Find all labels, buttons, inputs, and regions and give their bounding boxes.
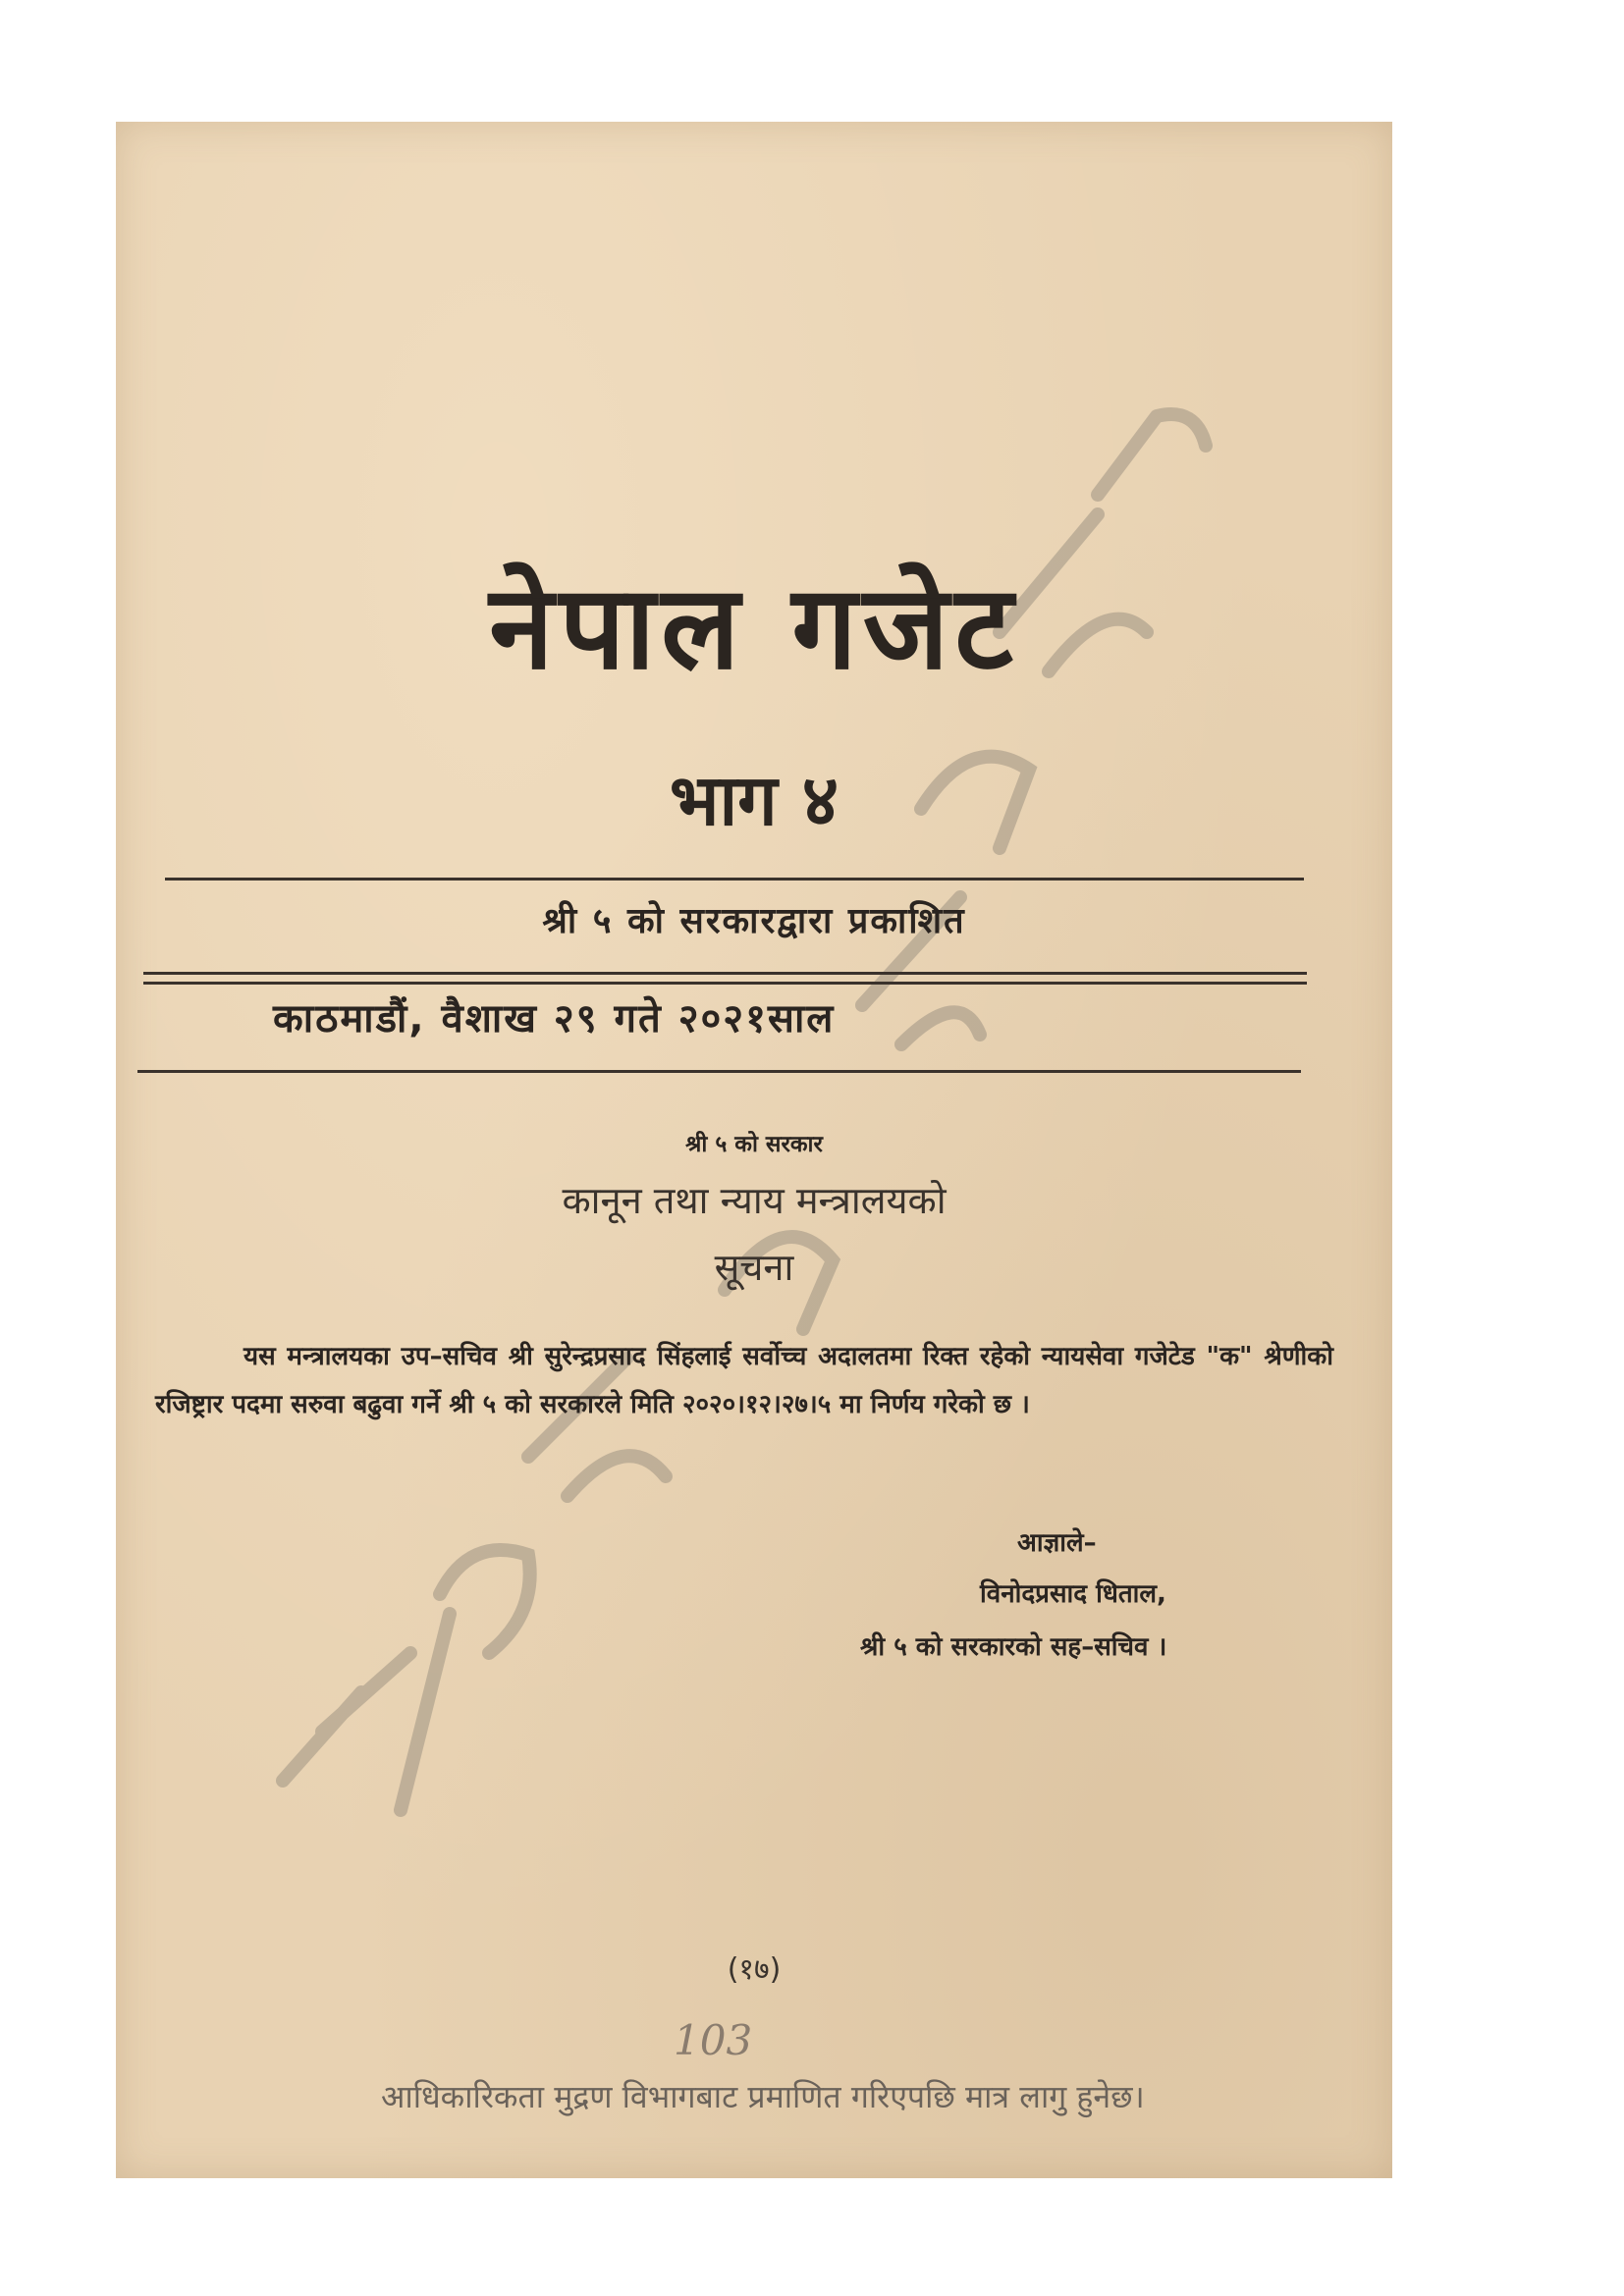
notice-body: यस मन्त्रालयका उप–सचिव श्री सुरेन्द्रप्रसाद सिंहलाई सर्वोच्च अदालतमा रिक्त रहेको न्यायसेवा गजेटेड "क" श्रेणीको रजिष्ट्रार पदमा सरुवा बढुवा गर्ने श्री ५ को सरकारले मिति २०२०।१२।२७।५ मा निर्णय गरेको छ । [155, 1342, 1333, 1419]
signatory-name: विनोदप्रसाद धिताल, [980, 1579, 1166, 1609]
page-number: (१७) [727, 1952, 782, 1987]
gazette-page [116, 122, 1392, 2178]
dateline: काठमाडौं, वैशाख २९ गते २०२१साल [273, 996, 836, 1041]
rule-double-2 [143, 982, 1307, 985]
rule-top [165, 878, 1304, 881]
signatory-designation: श्री ५ को सरकारको सह–सचिव । [860, 1632, 1167, 1662]
rule-double-1 [143, 972, 1307, 975]
gazette-part: भाग ४ [669, 759, 839, 841]
ministry-name: कानून तथा न्याय मन्त्रालयको [562, 1179, 947, 1222]
gazette-title: नेपाल गजेट [489, 560, 1019, 695]
signature-order-line: आज्ञाले– [1017, 1528, 1097, 1558]
government-label: श्री ५ को सरकार [685, 1132, 823, 1157]
rule-bottom [137, 1070, 1301, 1073]
notice-heading: सूचना [714, 1246, 794, 1289]
publisher-line: श्री ५ को सरकारद्वारा प्रकाशित [542, 901, 966, 941]
handwritten-number: 103 [674, 2016, 753, 2064]
authenticity-footer: आधिकारिकता मुद्रण विभागबाट प्रमाणित गरिएपछि मात्र लागु हुनेछ। [381, 2078, 1145, 2115]
